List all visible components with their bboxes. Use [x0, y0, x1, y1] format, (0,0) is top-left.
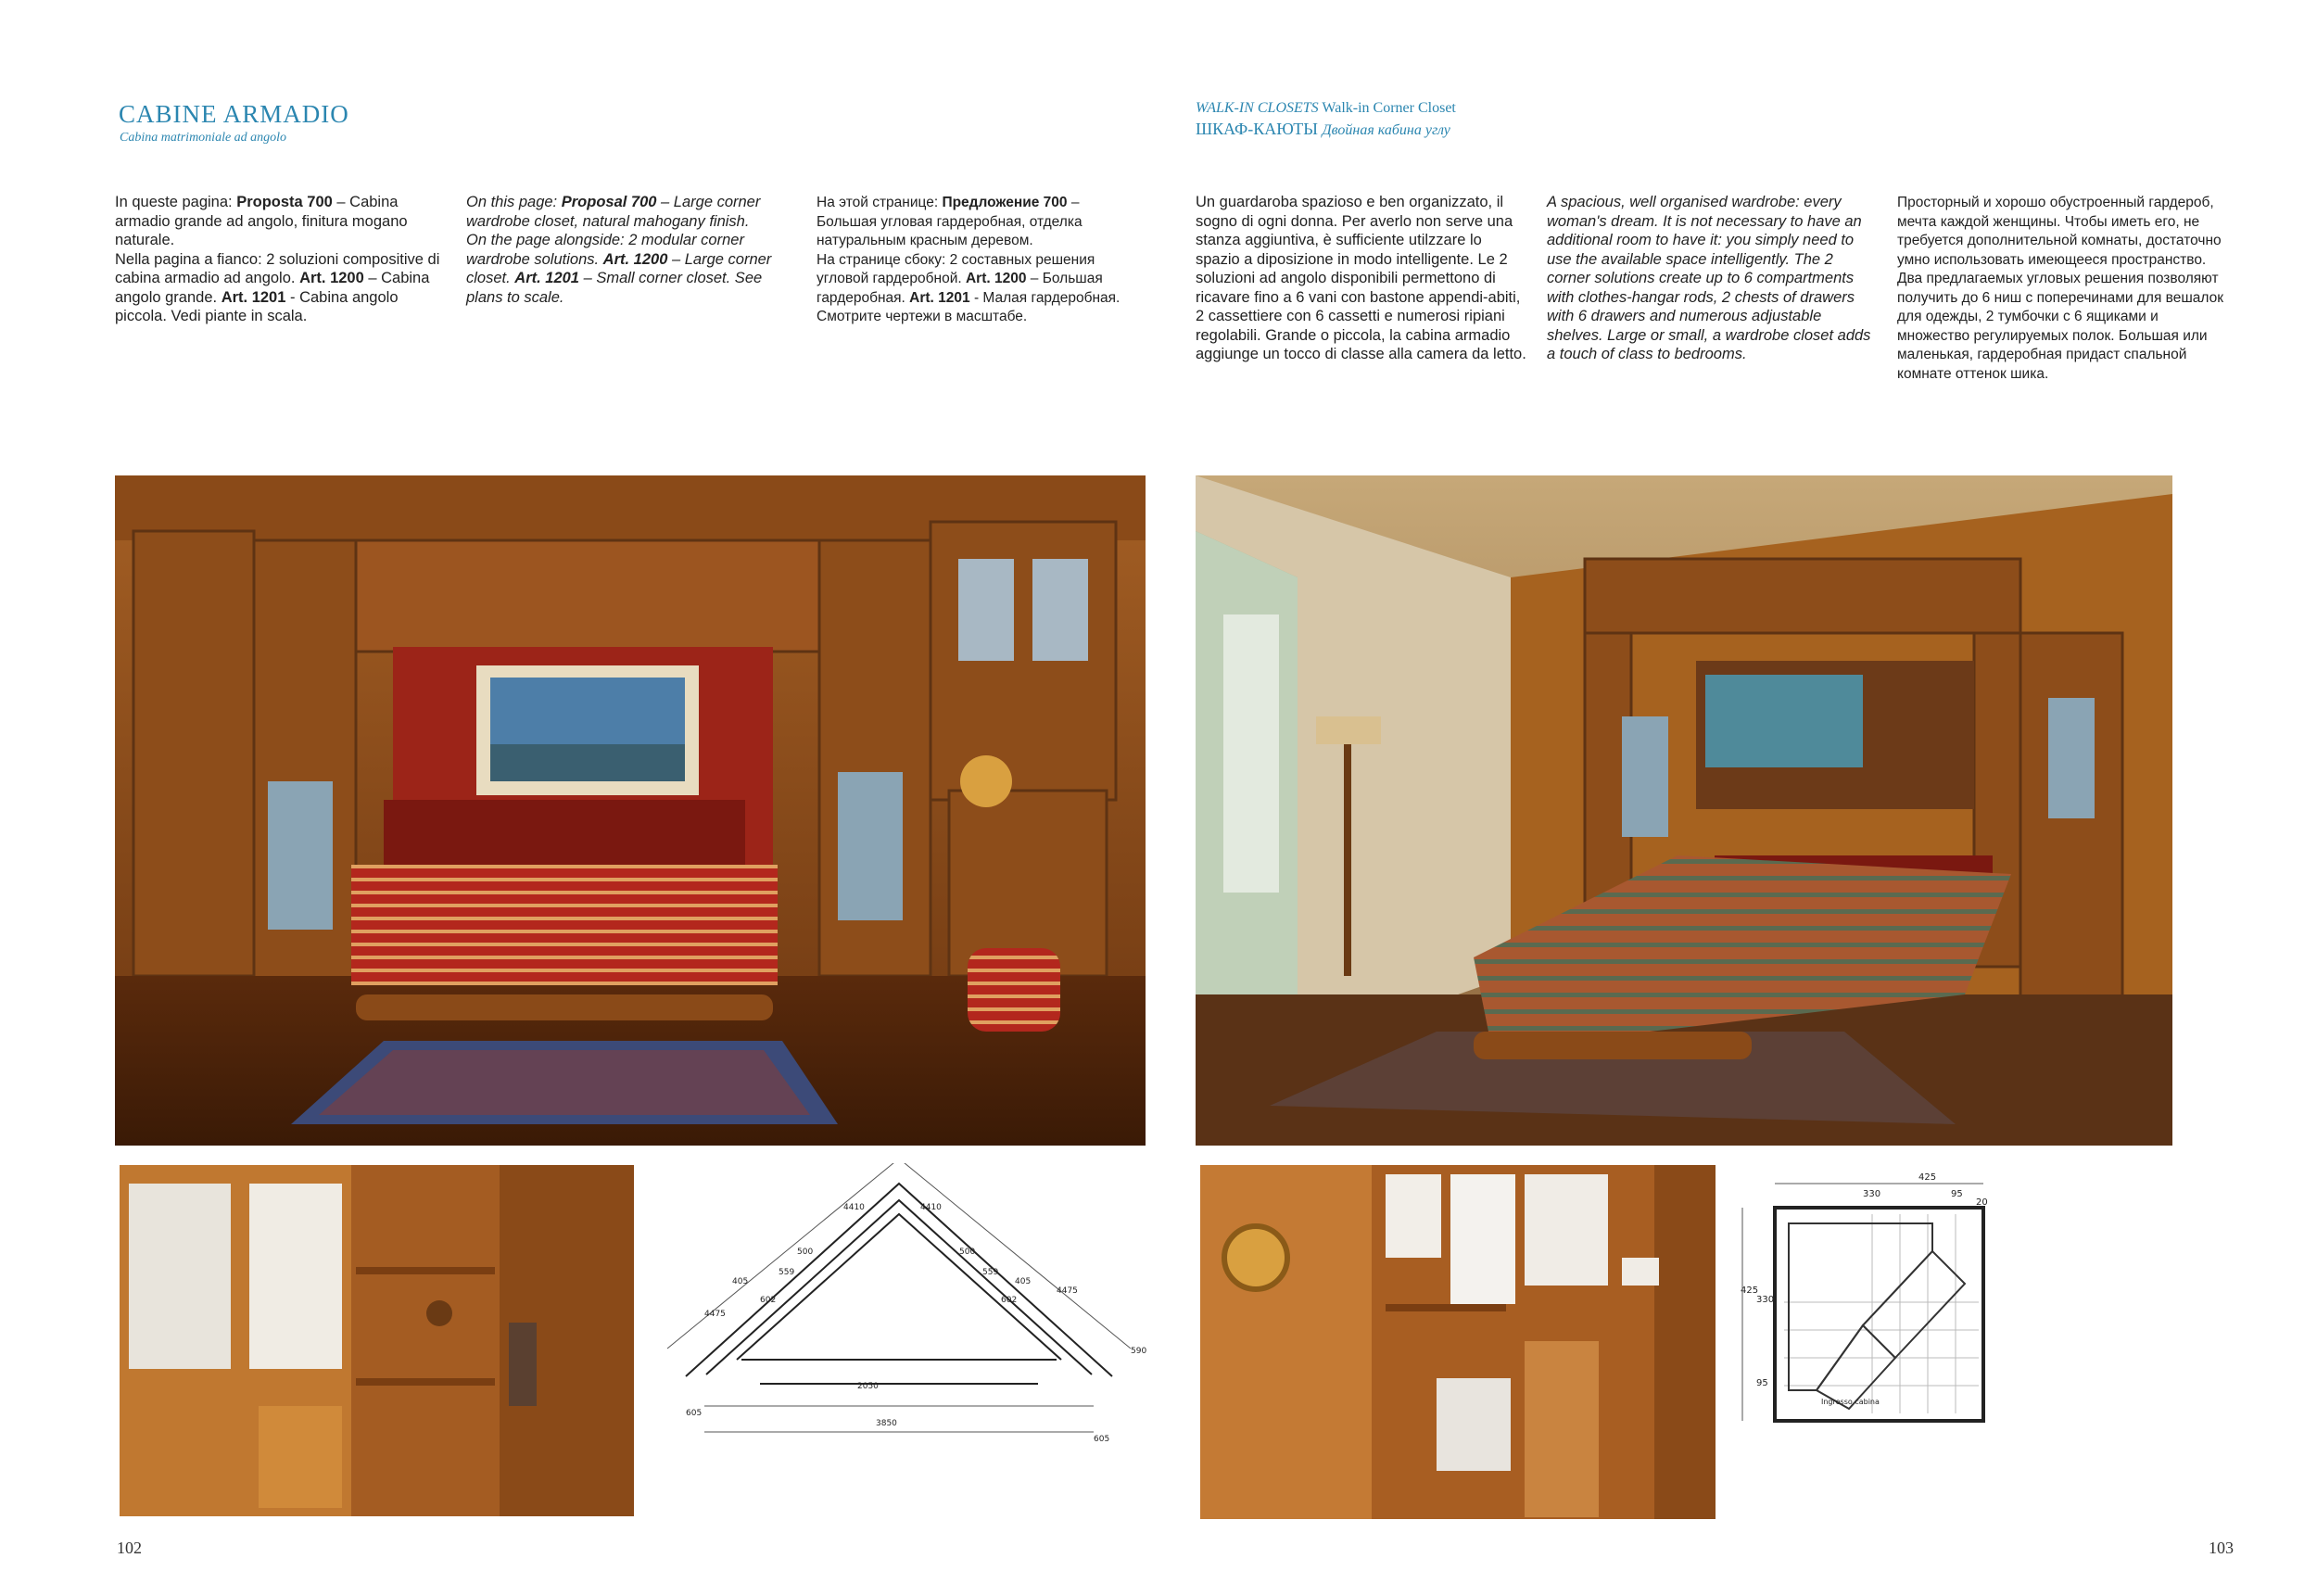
text-segment: – Большая гардеробная. — [817, 271, 1103, 306]
bedroom-photo-large-right — [1196, 475, 2172, 1146]
text-segment: – Большая угловая гардеробная, отделка натуральным красным деревом. — [817, 195, 1083, 248]
plan-left-dim-16: 605 — [1094, 1435, 1110, 1444]
text-segment: – Large corner closet. — [466, 250, 772, 286]
text-segment: Art. 1201 — [909, 289, 970, 306]
plan-left-dim-10: 4475 — [704, 1310, 726, 1319]
text-segment: Un guardaroba spazioso e ben organizzato, il sogno di ogni donna. Per averlo non serve una stanza aggiuntiva, è sufficiente utilzzare lo spazio a diposizione in modo intelligente. Le 2 soluzioni ad angolo disponibili permettono di ricavare fino a 6 vani con bastone appendi-abiti, 2 cassettiere con 6 cassetti e numerosi ripiani regolabili. Grande o piccola, la cabina armadio aggiunge un tocco di classe alla camera da letto. — [1196, 194, 1526, 362]
text-column-russian — [817, 194, 1136, 327]
text-segment: A spacious, well organised wardrobe: every woman's dream. It is not necessary to have an additional room to have it: you simply need to use the available space intelligently. The 2 corner solutions create up to 6 compartments with clothes-hangar rods, 2 chests of drawers with 6 drawers and numerous adjustable shelves. Large or small, a wardrobe closet adds a touch of class to bedrooms. — [1547, 194, 1871, 362]
text-column-english-2 — [1547, 193, 1880, 364]
plan-left-dim-5: 559 — [982, 1268, 999, 1277]
floor-plan-left — [649, 1163, 1149, 1450]
plan-right-dim-1: 330 — [1863, 1189, 1881, 1199]
plan-left-dim-11: 4475 — [1057, 1286, 1078, 1296]
plan-left-dim-14: 3850 — [876, 1419, 897, 1428]
plan-right-dim-6: 20 — [1976, 1197, 1988, 1208]
left-subtitle: Cabina matrimoniale ad angolo — [120, 131, 287, 145]
text-segment: – Large corner wardrobe closet, natural mahogany finish. — [466, 194, 761, 230]
text-segment: Nella pagina a fianco: 2 soluzioni compositive di cabina armadio ad angolo. — [115, 250, 440, 286]
right-header-line2 — [1196, 120, 1450, 139]
plan-left-dim-7: 405 — [1015, 1277, 1032, 1286]
text-segment: - Cabina angolo piccola. Vedi piante in scala. — [115, 288, 399, 324]
text-segment: Art. 1200 — [602, 250, 668, 268]
text-segment: На странице сбоку: 2 составных решения угловой гардеробной. — [817, 251, 1095, 286]
plan-right-entrance-label: Ingresso cabina — [1821, 1398, 1880, 1406]
plan-left-dim-1: 4410 — [920, 1203, 942, 1212]
plan-left-dim-0: 4410 — [843, 1203, 865, 1212]
page-number-right: 103 — [2209, 1539, 2234, 1557]
right-header-line2-caps: ШКАФ-КАЮТЫ — [1196, 120, 1318, 138]
text-segment: Просторный и хорошо обустроенный гардероб, мечта каждой женщины. Чтобы иметь его, не требуется дополнительной комнаты, достаточно умно использовать имеющееся пространство. Два предлагаемых угловых решения позволяют получить до 6 ниш с поперечинами для вешалок для одежды, 2 тумбочки с 6 ящиками и множество регулируемых полок. Большая или маленькая, гардеробная придаст спальной комнате оттенок шика. — [1897, 195, 2224, 382]
text-column-italian-2 — [1196, 193, 1529, 364]
text-segment: – Small corner closet. See plans to scale. — [466, 270, 763, 306]
text-segment: На этой странице: — [817, 195, 943, 210]
text-segment: – Cabina armadio grande ad angolo, finitura mogano naturale. — [115, 194, 408, 248]
closet-photo-left — [120, 1165, 634, 1516]
plan-left-dim-3: 500 — [959, 1248, 976, 1257]
floor-plan-right — [1733, 1163, 2011, 1441]
text-segment: – Cabina angolo grande. — [115, 270, 430, 306]
plan-left-dim-4: 559 — [779, 1268, 795, 1277]
plan-left-dim-2: 500 — [797, 1248, 814, 1257]
text-segment: On this page: — [466, 194, 562, 210]
text-segment: Proposal 700 — [561, 194, 657, 210]
plan-right-dim-3: 425 — [1741, 1286, 1759, 1296]
text-segment: On the page alongside: 2 modular corner wardrobe solutions. — [466, 232, 744, 268]
plan-left-dim-15: 605 — [686, 1409, 703, 1418]
text-column-russian-2 — [1897, 194, 2231, 384]
plan-left-dim-6: 405 — [732, 1277, 749, 1286]
text-segment: Art. 1200 — [299, 270, 364, 286]
text-segment: Предложение 700 — [942, 195, 1068, 210]
plan-right-dim-5: 95 — [1756, 1378, 1768, 1388]
right-header-line1-italic: WALK-IN CLOSETS — [1196, 100, 1319, 116]
text-column-italian — [115, 193, 447, 326]
bedroom-photo-large-left — [115, 475, 1146, 1146]
right-header-line1-rest: Walk-in Corner Closet — [1322, 100, 1456, 116]
page-number-left: 102 — [117, 1539, 142, 1557]
plan-right-dim-4: 330 — [1756, 1295, 1775, 1305]
plan-left-dim-12: 590 — [1131, 1347, 1147, 1356]
right-header-line2-italic: Двойная кабина углу — [1322, 122, 1450, 138]
text-segment: Proposta 700 — [236, 194, 333, 210]
plan-right-dim-0: 425 — [1918, 1172, 1937, 1183]
plan-left-dim-9: 602 — [1001, 1296, 1018, 1305]
text-segment: In queste pagina: — [115, 194, 237, 210]
text-column-english — [466, 193, 786, 307]
text-segment: - Малая гардеробная. Смотрите чертежи в масштабе. — [817, 289, 1121, 324]
closet-photo-right — [1200, 1165, 1716, 1519]
right-header-line1 — [1196, 100, 1456, 117]
plan-left-dim-8: 602 — [760, 1296, 777, 1305]
text-segment: Art. 1201 — [514, 270, 579, 286]
left-title: CABINE ARMADIO — [119, 100, 349, 128]
text-segment: Art. 1200 — [965, 271, 1027, 286]
text-segment: Art. 1201 — [221, 288, 286, 306]
plan-left-dim-13: 2050 — [857, 1382, 879, 1391]
plan-right-dim-2: 95 — [1951, 1189, 1963, 1199]
